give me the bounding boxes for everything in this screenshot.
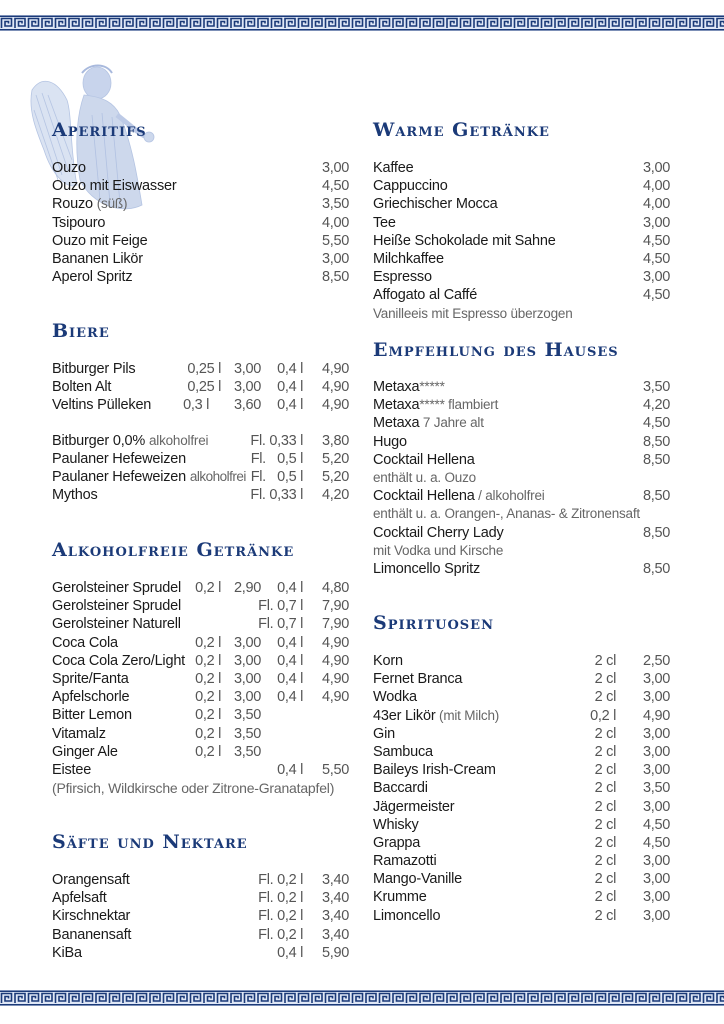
menu-item: Apfelsaft Fl. 0,2 l 3,40 xyxy=(52,890,349,907)
menu-item: Limoncello Spritz 8,50 xyxy=(373,560,670,577)
menu-item: Korn 2 cl 2,50 xyxy=(373,653,670,669)
greek-key-border-bottom xyxy=(0,990,724,1006)
aperitifs-list xyxy=(52,159,349,286)
menu-item: Jägermeister 2 cl 3,00 xyxy=(373,798,670,815)
section-spirituosen xyxy=(373,612,670,634)
section-title-aperitifs: Aperitifs xyxy=(52,119,147,141)
menu-item: Wodka 2 cl 3,00 xyxy=(373,689,670,706)
menu-item: Cocktail Hellena 8,50 xyxy=(373,451,670,468)
menu-item: Grappa 2 cl 4,50 xyxy=(373,834,670,851)
item-note: (Pfirsich, Wildkirsche oder Zitrone-Granatapfel) xyxy=(52,780,335,797)
menu-item: Cocktail Cherry Lady 8,50 xyxy=(373,524,670,541)
menu-item: Heiße Schokolade mit Sahne 4,50 xyxy=(373,232,670,249)
warme-list xyxy=(373,159,670,323)
menu-item: Mango-Vanille 2 cl 3,00 xyxy=(373,871,670,888)
section-title-empfehlung: Empfehlung des Hauses xyxy=(373,339,619,361)
section-title-biere: Biere xyxy=(52,320,110,342)
menu-item: Rouzo (süß) 3,50 xyxy=(52,196,349,213)
menu-item: Metaxa***** flambiert 4,20 xyxy=(373,397,670,414)
menu-item: Paulaner Hefeweizen Fl. 0,5 l 5,20 xyxy=(52,450,349,467)
menu-item: Bananensaft Fl. 0,2 l 3,40 xyxy=(52,926,349,943)
meander-pattern-icon xyxy=(0,990,724,1006)
price: 4,50 xyxy=(321,178,349,195)
menu-item: Metaxa***** 3,50 xyxy=(373,379,670,395)
menu-item: Vitamalz 0,2 l 3,50 xyxy=(52,725,261,742)
menu-item: Tee 3,00 xyxy=(373,214,670,231)
section-aperitifs xyxy=(52,119,349,141)
menu-item: Limoncello 2 cl 3,00 xyxy=(373,907,670,924)
menu-item: Orangensaft Fl. 0,2 l 3,40 xyxy=(52,872,349,888)
menu-item: Aperol Spritz 8,50 xyxy=(52,269,349,286)
saefte-list xyxy=(52,871,349,962)
empfehlung-list xyxy=(373,378,670,578)
menu-item: Cocktail Hellena / alkoholfrei 8,50 xyxy=(373,488,670,505)
menu-item: Milchkaffee 4,50 xyxy=(373,250,670,267)
menu-item: Sprite/Fanta 0,2 l 3,00 0,4 l 4,90 xyxy=(52,670,349,687)
menu-item: Gerolsteiner Naturell Fl. 0,7 l 7,90 xyxy=(52,616,349,633)
menu-item: KiBa 0,4 l 5,90 xyxy=(52,944,349,961)
price: 8,50 xyxy=(321,269,349,286)
menu-item: Coca Cola Zero/Light 0,2 l 3,00 0,4 l 4,90 xyxy=(52,652,349,669)
alkoholfrei-list xyxy=(52,579,349,797)
menu-item: Griechischer Mocca 4,00 xyxy=(373,196,670,213)
section-empfehlung xyxy=(373,339,670,361)
menu-item: Ramazotti 2 cl 3,00 xyxy=(373,853,670,870)
menu-item: Baccardi 2 cl 3,50 xyxy=(373,780,670,797)
item-note: Vanilleeis mit Espresso überzogen xyxy=(373,305,573,321)
menu-item: Bolten Alt 0,25 l 3,00 0,4 l 4,90 xyxy=(52,379,349,396)
menu-item: Cappuccino 4,00 xyxy=(373,178,670,195)
menu-item: Bananen Likör 3,00 xyxy=(52,250,349,267)
section-title-saefte: Säfte und Nektare xyxy=(52,831,248,853)
menu-item: Baileys Irish-Cream 2 cl 3,00 xyxy=(373,762,670,779)
menu-item: Fernet Branca 2 cl 3,00 xyxy=(373,671,670,688)
price: 3,50 xyxy=(321,196,349,213)
price: 4,00 xyxy=(321,214,349,231)
menu-item: Ouzo mit Feige 5,50 xyxy=(52,232,349,249)
menu-item: Bitburger Pils 0,25 l 3,00 0,4 l 4,90 xyxy=(52,361,349,377)
greek-key-border-top xyxy=(0,15,724,31)
section-title-alkoholfrei: Alkoholfreie Getränke xyxy=(52,539,295,561)
item-note: enthält u. a. Orangen-, Ananas- & Zitronensaft xyxy=(373,506,640,522)
menu-item: Ouzo mit Eiswasser 4,50 xyxy=(52,178,349,195)
menu-item: Veltins Pülleken 0,3 l 3,60 0,4 l 4,90 xyxy=(52,397,349,414)
price: 5,50 xyxy=(321,232,349,249)
menu-item: Gin 2 cl 3,00 xyxy=(373,725,670,742)
menu-item: Ouzo 3,00 xyxy=(52,160,349,176)
menu-item: Affogato al Caffé 4,50 xyxy=(373,287,670,304)
price: 3,00 xyxy=(321,160,349,176)
menu-item: Whisky 2 cl 4,50 xyxy=(373,816,670,833)
menu-item: Hugo 8,50 xyxy=(373,433,670,450)
item-note: enthält u. a. Ouzo xyxy=(373,469,476,485)
section-title-warme: Warme Getränke xyxy=(373,119,550,141)
menu-item: Gerolsteiner Sprudel Fl. 0,7 l 7,90 xyxy=(52,598,349,615)
menu-item: Bitter Lemon 0,2 l 3,50 xyxy=(52,707,261,724)
menu-item: Mythos Fl. 0,33 l 4,20 xyxy=(52,487,349,504)
menu-item: Kirschnektar Fl. 0,2 l 3,40 xyxy=(52,908,349,925)
menu-item: Krumme 2 cl 3,00 xyxy=(373,889,670,906)
menu-item: Gerolsteiner Sprudel 0,2 l 2,90 0,4 l 4,80 xyxy=(52,580,349,596)
meander-pattern-icon xyxy=(0,15,724,31)
spirituosen-list xyxy=(373,652,670,925)
menu-item: Bitburger 0,0% alkoholfrei Fl. 0,33 l 3,80 xyxy=(52,432,349,449)
menu-item: Metaxa 7 Jahre alt 4,50 xyxy=(373,415,670,432)
menu-item: Coca Cola 0,2 l 3,00 0,4 l 4,90 xyxy=(52,634,349,651)
section-saefte xyxy=(52,831,349,853)
section-warme xyxy=(373,119,670,141)
item-note: mit Vodka und Kirsche xyxy=(373,542,504,558)
menu-item: Kaffee 3,00 xyxy=(373,160,670,176)
menu-item: Espresso 3,00 xyxy=(373,269,670,286)
section-biere xyxy=(52,320,349,342)
section-alkoholfrei xyxy=(52,539,349,561)
menu-item: Eistee 0,4 l 5,50 xyxy=(52,761,349,778)
menu-item: Ginger Ale 0,2 l 3,50 xyxy=(52,743,261,760)
menu-item: Apfelschorle 0,2 l 3,00 0,4 l 4,90 xyxy=(52,689,349,706)
price: 3,00 xyxy=(321,250,349,267)
biere-list xyxy=(52,360,349,504)
menu-item: Sambuca 2 cl 3,00 xyxy=(373,743,670,760)
menu-item: 43er Likör (mit Milch) 0,2 l 4,90 xyxy=(373,707,670,724)
menu-item: Paulaner Hefeweizen alkoholfrei Fl. 0,5 l 5,20 xyxy=(52,468,349,485)
menu-item: Tsipouro 4,00 xyxy=(52,214,349,231)
section-title-spirituosen: Spirituosen xyxy=(373,612,494,634)
